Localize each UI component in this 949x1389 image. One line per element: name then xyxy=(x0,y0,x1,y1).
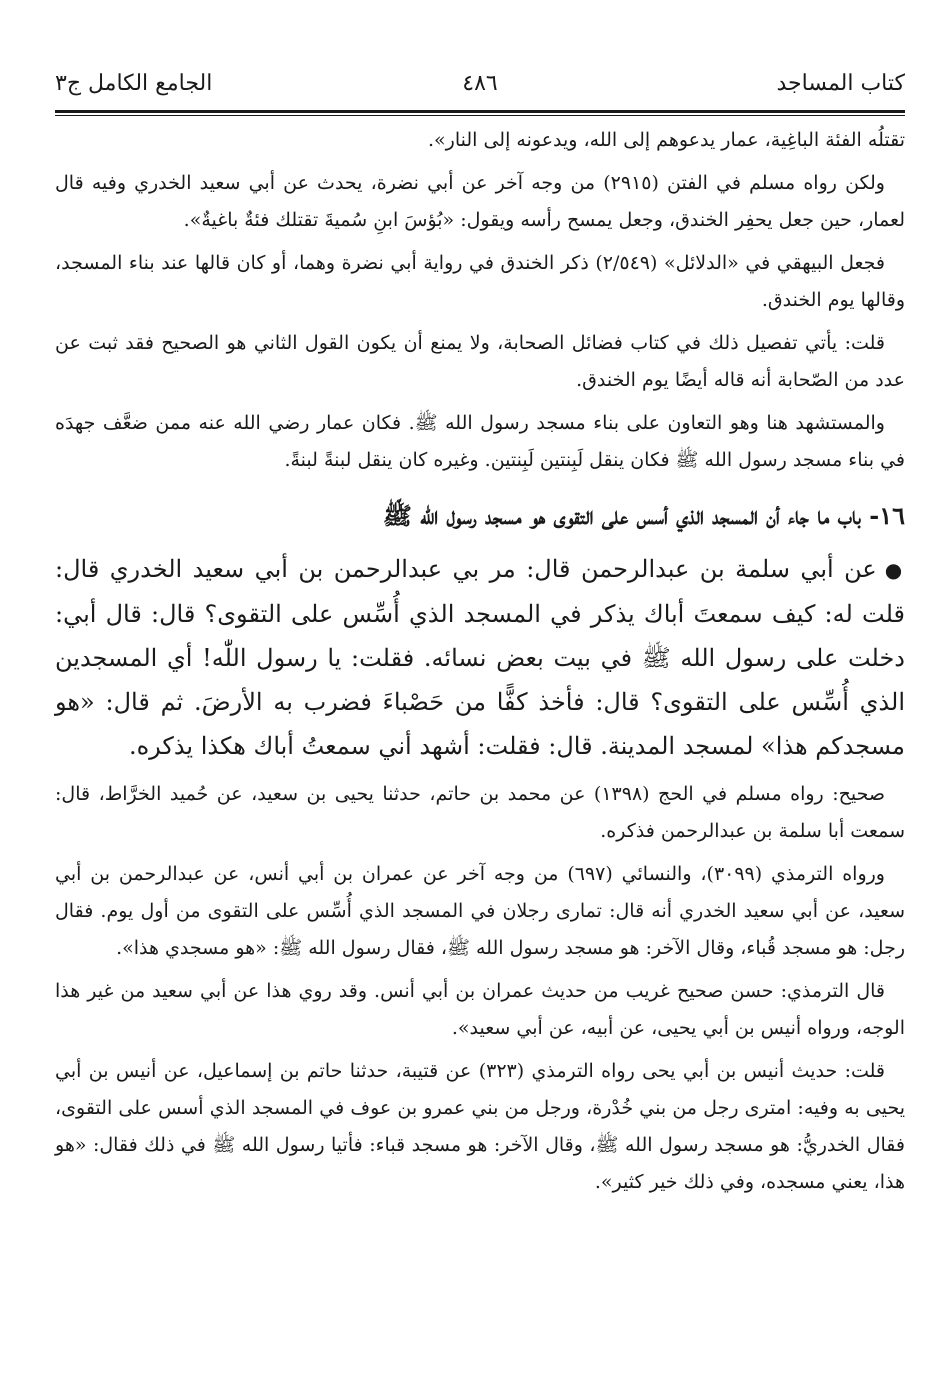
document-page xyxy=(55,62,905,1201)
header-rule-thick xyxy=(55,110,905,113)
paragraph: تقتلُه الفئة الباغِية، عمار يدعوهم إلى الله، ويدعونه إلى النار». xyxy=(428,129,905,151)
paragraph: قلت: يأتي تفصيل ذلك في كتاب فضائل الصحابة، ولا يمنع أن يكون القول الثاني هو الصحيح فقد ثبت عن عدد من الصّحابة أنه قاله أيضًا يوم الخندق. xyxy=(55,332,905,391)
header-rule-thin xyxy=(55,115,905,116)
page-number: ٤٨٦ xyxy=(462,71,498,96)
hadith-text xyxy=(55,547,905,768)
paragraph: فجعل البيهقي في «الدلائل» (٢/٥٤٩) ذكر الخندق في رواية أبي نضرة وهما، أو كان قالها عند بناء المسجد، وقالها يوم الخندق. xyxy=(55,252,905,311)
paragraph: ولكن رواه مسلم في الفتن (٢٩١٥) من وجه آخر عن أبي نضرة، يحدث عن أبي سعيد الخدري وفيه قال لعمار، حين جعل يحفِر الخندق، وجعل يمسح رأسه ويقول: «بُؤسَ ابنِ سُميةَ تقتلك فئةٌ باغيةٌ». xyxy=(55,172,905,231)
chapter-title: كتاب المساجد xyxy=(776,71,905,96)
commentary-paragraph: صحيح: رواه مسلم في الحج (١٣٩٨) عن محمد بن حاتم، حدثنا يحيى بن سعيد، عن حُميد الخرَّاط، قال: سمعت أبا سلمة بن عبدالرحمن فذكره. xyxy=(55,783,905,842)
commentary-paragraph: قال الترمذي: حسن صحيح غريب من حديث عمران بن أبي أنس. وقد روي هذا عن أبي سعيد من غير هذا الوجه، ورواه أنيس بن أبي يحيى، عن أبيه، عن أبي سعيد». xyxy=(55,980,905,1039)
bullet-icon: ● xyxy=(884,558,906,582)
hadith-body: عن أبي سلمة بن عبدالرحمن قال: مر بي عبدالرحمن بن أبي سعيد الخدري قال: قلت له: كيف سمعتَ أباك يذكر في المسجد الذي أُسِّس على التقوى؟ قال: قال أبي: دخلت على رسول الله ﷺ في بيت بعض نسائه. فقلت: يا رسول اللّٰه! أي المسجدين الذي أُسِّس على التقوى؟ قال: فأخذ كفًّا من حَصْباءَ فضرب به الأرضَ. ثم قال: «هو مسجدكم هذا» لمسجد المدينة. قال: فقلت: أشهد أني سمعتُ أباك هكذا يذكره. xyxy=(55,555,905,760)
commentary-paragraph: قلت: حديث أنيس بن أبي يحى رواه الترمذي (٣٢٣) عن قتيبة، حدثنا حاتم بن إسماعيل، عن أنيس بن أبي يحيى به وفيه: امترى رجل من بني خُدْرة، ورجل من بني عمرو بن عوف في المسجد الذي أسس على التقوى، فقال الخدريُّ: هو مسجد رسول الله ﷺ، وقال الآخر: هو مسجد قباء: فأتيا رسول الله ﷺ في ذلك فقال: «هو هذا، يعني مسجده، وفي ذلك خير كثير». xyxy=(55,1060,905,1193)
paragraph: والمستشهد هنا وهو التعاون على بناء مسجد رسول الله ﷺ. فكان عمار رضي الله عنه ممن ضعَّف جهدَه في بناء مسجد رسول الله ﷺ فكان ينقل لَبِنتين لَبِنتين. وغيره كان ينقل لبنةً لبنةً. xyxy=(55,412,905,471)
book-title: الجامع الكامل ج٣ xyxy=(55,71,213,96)
commentary-paragraph: ورواه الترمذي (٣٠٩٩)، والنسائي (٦٩٧) من وجه آخر عن عمران بن أبي أنس، عن عبدالرحمن بن أبي سعيد، عن أبي سعيد الخدري أنه قال: تمارى رجلان في المسجد الذي أُسِّس على التقوى من أول يوم. فقال رجل: هو مسجد قُباء، وقال الآخر: هو مسجد رسول الله ﷺ، فقال رسول الله ﷺ: «هو مسجدي هذا». xyxy=(55,863,905,959)
page-header xyxy=(55,62,905,106)
section-heading: ١٦- باب ما جاء أن المسجد الذي أسس على التقوى هو مسجد رسول الله ﷺ xyxy=(382,501,905,530)
